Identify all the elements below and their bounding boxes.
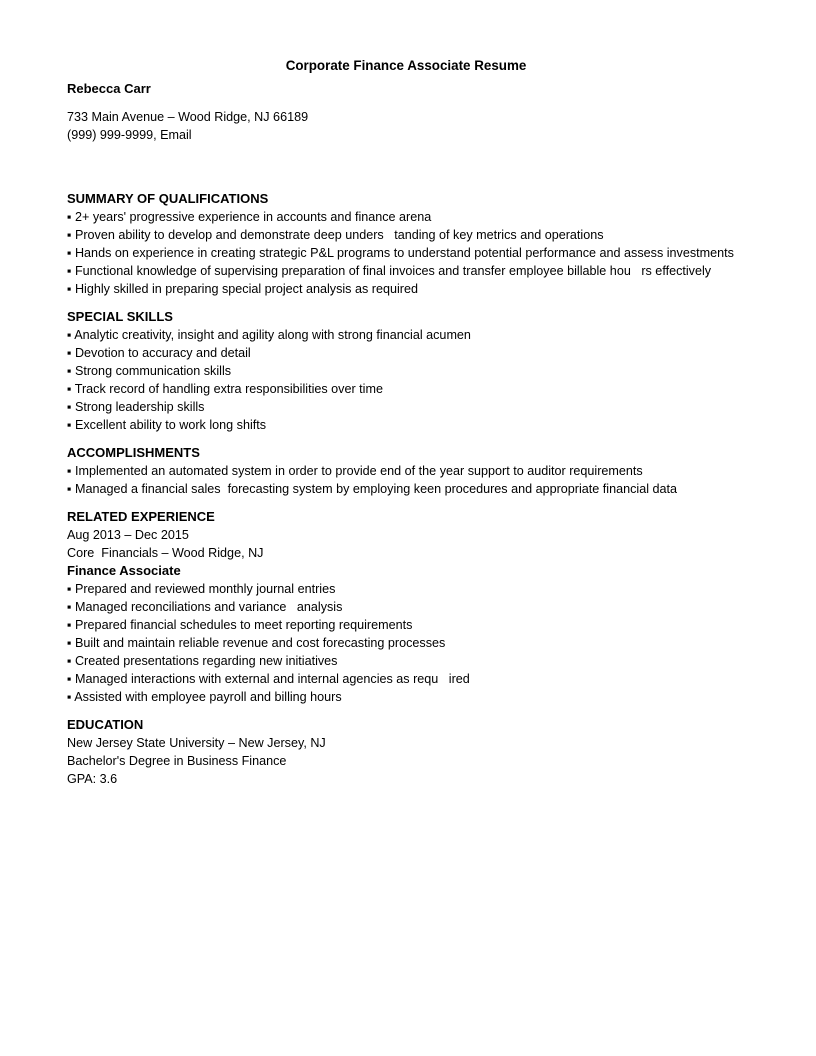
list-item: ▪ Analytic creativity, insight and agility along with strong financial acumen <box>67 328 471 342</box>
accomplishments-section <box>67 444 767 498</box>
list-item: ▪ Built and maintain reliable revenue and cost forecasting processes <box>67 636 446 650</box>
experience-section <box>67 508 767 706</box>
summary-heading: SUMMARY OF QUALIFICATIONS <box>67 191 269 206</box>
document-title: Corporate Finance Associate Resume <box>285 58 527 73</box>
candidate-name: Rebecca Carr <box>67 81 151 96</box>
education-degree: Bachelor's Degree in Business Finance <box>67 754 287 768</box>
list-item: ▪ Highly skilled in preparing special project analysis as required <box>67 282 418 296</box>
list-item: ▪ Implemented an automated system in order to provide end of the year support to auditor requirements <box>67 464 643 478</box>
list-item: ▪ Prepared and reviewed monthly journal entries <box>67 582 336 596</box>
list-item: ▪ Track record of handling extra responsibilities over time <box>67 382 383 396</box>
contact-line: (999) 999-9999, Email <box>67 128 192 142</box>
list-item: ▪ Managed a financial sales forecasting system by employing keen procedures and appropriate financial data <box>67 482 678 496</box>
education-section <box>67 716 767 788</box>
list-item: ▪ Functional knowledge of supervising preparation of final invoices and transfer employee billable hou rs effectively <box>67 264 712 278</box>
experience-list <box>67 580 767 706</box>
list-item: ▪ Excellent ability to work long shifts <box>67 418 267 432</box>
summary-list <box>67 208 767 298</box>
list-item: ▪ Managed interactions with external and internal agencies as requ ired <box>67 672 470 686</box>
education-gpa: GPA: 3.6 <box>67 772 118 786</box>
experience-heading: RELATED EXPERIENCE <box>67 509 215 524</box>
resume-body <box>67 80 767 788</box>
list-item: ▪ Created presentations regarding new initiatives <box>67 654 338 668</box>
list-item: ▪ Strong leadership skills <box>67 400 205 414</box>
education-heading: EDUCATION <box>67 717 144 732</box>
list-item: ▪ Hands on experience in creating strategic P&L programs to understand potential performance and assess investments <box>67 246 734 260</box>
skills-heading: SPECIAL SKILLS <box>67 309 173 324</box>
skills-list <box>67 326 767 434</box>
accomplishments-list <box>67 462 767 498</box>
experience-company: Core Financials – Wood Ridge, NJ <box>67 546 264 560</box>
list-item: ▪ Assisted with employee payroll and billing hours <box>67 690 342 704</box>
list-item: ▪ Prepared financial schedules to meet reporting requirements <box>67 618 413 632</box>
list-item: ▪ Devotion to accuracy and detail <box>67 346 251 360</box>
accomplishments-heading: ACCOMPLISHMENTS <box>67 445 200 460</box>
list-item: ▪ Proven ability to develop and demonstrate deep unders tanding of key metrics and operations <box>67 228 604 242</box>
address-line: 733 Main Avenue – Wood Ridge, NJ 66189 <box>67 110 309 124</box>
experience-role: Finance Associate <box>67 563 181 578</box>
experience-dates: Aug 2013 – Dec 2015 <box>67 528 189 542</box>
list-item: ▪ Strong communication skills <box>67 364 232 378</box>
education-school: New Jersey State University – New Jersey, NJ <box>67 736 326 750</box>
list-item: ▪ Managed reconciliations and variance analysis <box>67 600 343 614</box>
list-item: ▪ 2+ years' progressive experience in accounts and finance arena <box>67 210 432 224</box>
summary-section <box>67 190 767 298</box>
skills-section <box>67 308 767 434</box>
